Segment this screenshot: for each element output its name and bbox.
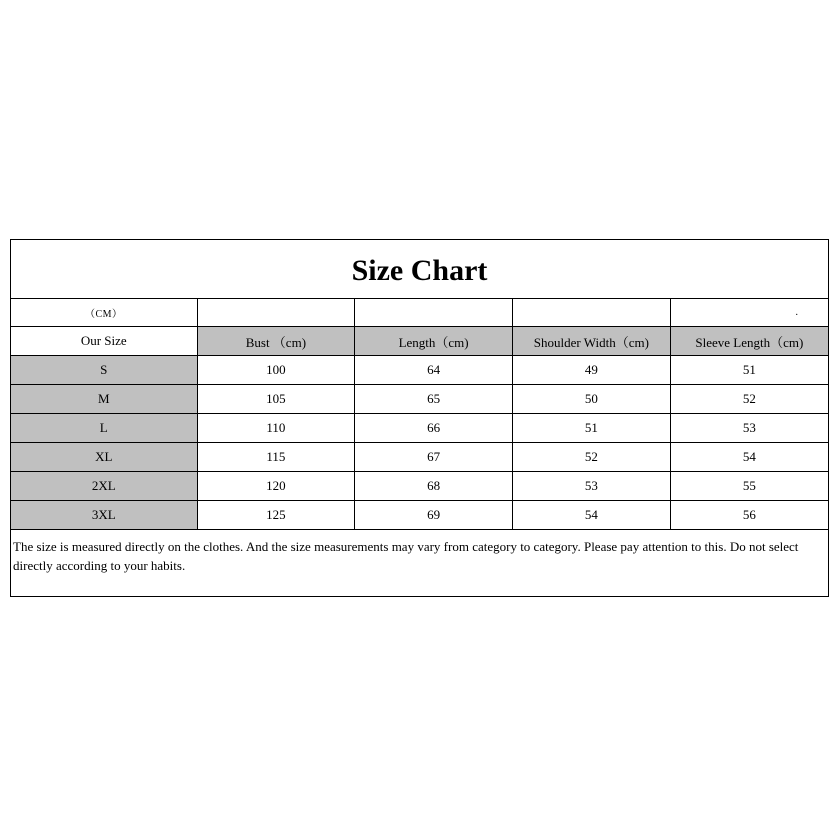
shoulder-value: 49 xyxy=(513,356,671,385)
shoulder-value: 54 xyxy=(513,501,671,530)
size-table xyxy=(11,299,828,530)
length-value: 65 xyxy=(355,385,513,414)
bust-value: 115 xyxy=(197,443,355,472)
length-value: 68 xyxy=(355,472,513,501)
length-value: 69 xyxy=(355,501,513,530)
unit-label: （CM） xyxy=(11,299,197,327)
length-value: 67 xyxy=(355,443,513,472)
empty-cell xyxy=(513,299,671,327)
shoulder-value: 50 xyxy=(513,385,671,414)
size-label: S xyxy=(11,356,197,385)
size-label: M xyxy=(11,385,197,414)
sleeve-value: 54 xyxy=(670,443,828,472)
table-row xyxy=(11,472,828,501)
length-value: 66 xyxy=(355,414,513,443)
table-row xyxy=(11,501,828,530)
bust-value: 100 xyxy=(197,356,355,385)
empty-cell xyxy=(355,299,513,327)
table-row xyxy=(11,443,828,472)
sleeve-value: 53 xyxy=(670,414,828,443)
size-label: 3XL xyxy=(11,501,197,530)
sleeve-value: 56 xyxy=(670,501,828,530)
table-row xyxy=(11,414,828,443)
size-label: 2XL xyxy=(11,472,197,501)
unit-row xyxy=(11,299,828,327)
header-row xyxy=(11,327,828,356)
header-our-size: Our Size xyxy=(11,327,197,356)
stray-mark: . xyxy=(670,299,828,327)
shoulder-value: 51 xyxy=(513,414,671,443)
bust-value: 125 xyxy=(197,501,355,530)
chart-title: Size Chart xyxy=(11,240,828,299)
header-length: Length（cm) xyxy=(355,327,513,356)
measurement-note: The size is measured directly on the clothes. And the size measurements may vary from category to category. Please pay attention to this. Do not select directly according to your habits. xyxy=(13,539,799,573)
table-row xyxy=(11,356,828,385)
empty-cell xyxy=(197,299,355,327)
header-shoulder-width: Shoulder Width（cm) xyxy=(513,327,671,356)
bust-value: 110 xyxy=(197,414,355,443)
bust-value: 120 xyxy=(197,472,355,501)
header-sleeve-length: Sleeve Length（cm) xyxy=(670,327,828,356)
header-bust: Bust （cm) xyxy=(197,327,355,356)
shoulder-value: 52 xyxy=(513,443,671,472)
length-value: 64 xyxy=(355,356,513,385)
size-label: XL xyxy=(11,443,197,472)
sleeve-value: 55 xyxy=(670,472,828,501)
bust-value: 105 xyxy=(197,385,355,414)
size-label: L xyxy=(11,414,197,443)
sleeve-value: 52 xyxy=(670,385,828,414)
sleeve-value: 51 xyxy=(670,356,828,385)
shoulder-value: 53 xyxy=(513,472,671,501)
size-chart xyxy=(10,239,829,597)
table-row xyxy=(11,385,828,414)
